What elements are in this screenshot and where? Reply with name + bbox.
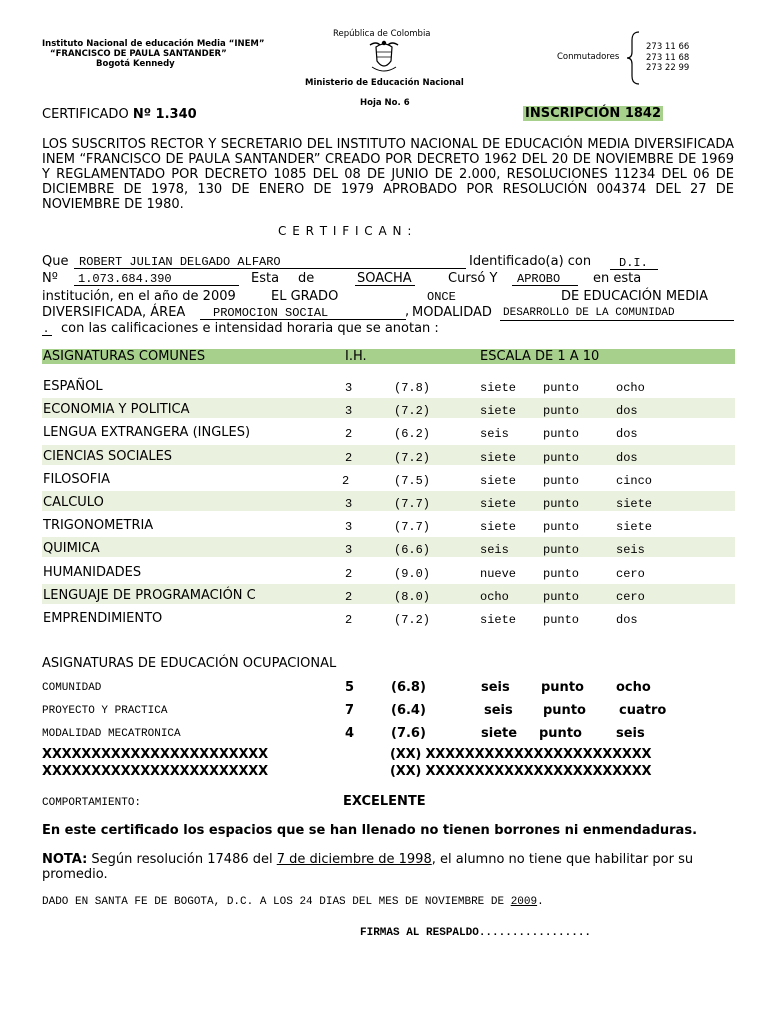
ih-cell: 2 — [345, 590, 353, 604]
subject-cell: CIENCIAS SOCIALES — [43, 449, 173, 464]
grade-cell: (7.8) — [394, 381, 431, 395]
phone-number: 273 11 66 — [646, 42, 690, 52]
occupational-title: ASIGNATURAS DE EDUCACIÓN OCUPACIONAL — [42, 656, 337, 671]
ih-cell: 3 — [345, 381, 353, 395]
grade-word-cell: dos — [616, 613, 638, 627]
modality-value: DESARROLLO DE LA COMUNIDAD — [503, 307, 675, 319]
grade-word-cell: dos — [616, 404, 638, 418]
grade-word-cell: seis — [484, 703, 513, 718]
grade-word-cell: punto — [543, 543, 580, 557]
phone-number: 273 22 99 — [646, 63, 690, 73]
behavior-label: COMPORTAMIENTO: — [42, 797, 142, 809]
grade-word-cell: nueve — [480, 567, 517, 581]
ih-cell: 4 — [345, 726, 355, 741]
filler-right: (XX) XXXXXXXXXXXXXXXXXXXXXXX — [390, 747, 652, 762]
grade-word-cell: punto — [543, 451, 580, 465]
education-label: DE EDUCACIÓN MEDIA — [561, 289, 709, 304]
grade-word-cell: seis — [616, 543, 645, 557]
behavior-value: EXCELENTE — [343, 794, 426, 809]
document-type: D.I. — [619, 256, 648, 270]
grade-cell: (7.2) — [394, 451, 431, 465]
grade-word-cell: ocho — [480, 590, 509, 604]
result-value: APROBO — [517, 272, 561, 286]
grade-word-cell: cero — [616, 567, 645, 581]
subject-cell: HUMANIDADES — [43, 565, 142, 580]
ih-cell: 7 — [345, 703, 355, 718]
header-subjects: ASIGNATURAS COMUNES — [43, 349, 206, 364]
grade-word-cell: siete — [480, 381, 517, 395]
grade-cell: (7.5) — [394, 474, 431, 488]
grade-value: ONCE — [427, 290, 456, 304]
signatures-note: FIRMAS AL RESPALDO................. — [360, 927, 592, 939]
en-esta-label: en esta — [593, 271, 642, 286]
ih-cell: 2 — [342, 474, 350, 488]
ih-cell: 2 — [345, 613, 353, 627]
grade-word-cell: dos — [616, 451, 638, 465]
switchboard-label: Conmutadores — [557, 52, 620, 62]
subject-cell: TRIGONOMETRIA — [43, 518, 154, 533]
modality-label: MODALIDAD — [412, 305, 492, 320]
integrity-statement: En este certificado los espacios que se han llenado no tienen borrones ni enmendaduras. — [42, 823, 698, 838]
grades-phrase: con las calificaciones e intensidad horaria que se anotan : — [61, 321, 439, 336]
grade-cell: (6.8) — [391, 680, 426, 695]
header-ih: I.H. — [345, 349, 367, 364]
grade-word-cell: punto — [543, 404, 580, 418]
year-phrase: institución, en el año de 2009 — [42, 289, 236, 304]
subject-cell: EMPRENDIMIENTO — [43, 611, 163, 626]
coat-of-arms-icon — [366, 39, 402, 75]
ih-cell: 3 — [345, 543, 353, 557]
grade-word-cell: seis — [480, 427, 509, 441]
institution-location: Bogotá Kennedy — [96, 59, 175, 69]
grade-word-cell: punto — [543, 590, 580, 604]
grade-word-cell: cero — [616, 590, 645, 604]
curso-label: Cursó Y — [448, 271, 498, 286]
grade-word-cell: punto — [541, 680, 584, 695]
certificate-value: Nº 1.340 — [132, 107, 197, 122]
subject-cell: QUIMICA — [43, 541, 100, 556]
grade-word-cell: punto — [543, 474, 580, 488]
ih-cell: 2 — [345, 567, 353, 581]
grade-cell: (7.6) — [391, 726, 426, 741]
issued-line — [42, 896, 544, 908]
grade-word-cell: punto — [543, 567, 580, 581]
student-name: ROBERT JULIAN DELGADO ALFARO — [79, 255, 281, 269]
grade-word-cell: siete — [480, 520, 517, 534]
area-comma: , — [405, 304, 410, 319]
issued-text: DADO EN SANTA FE DE BOGOTA, D.C. A LOS 24 DIAS DEL MES DE NOVIEMBRE DE — [42, 896, 511, 908]
filler-left: XXXXXXXXXXXXXXXXXXXXXXX — [42, 747, 268, 762]
grade-cell: (6.2) — [394, 427, 431, 441]
ih-cell: 2 — [345, 427, 353, 441]
grade-word-cell: punto — [543, 427, 580, 441]
grade-word-cell: seis — [480, 543, 509, 557]
grade-word-cell: punto — [543, 703, 586, 718]
subject-cell: MODALIDAD MECATRONICA — [42, 728, 181, 740]
note-text-2: , el alumno no tiene que habilitar por su — [431, 852, 694, 867]
ih-cell: 3 — [345, 404, 353, 418]
brace-icon — [625, 30, 641, 86]
sheet-number: Hoja No. 6 — [360, 98, 410, 108]
grade-word-cell: cuatro — [619, 703, 667, 718]
phone-number: 273 11 68 — [646, 52, 690, 63]
grade-cell: (7.7) — [394, 497, 431, 511]
subject-cell: LENGUAJE DE PROGRAMACIÓN C — [43, 588, 256, 603]
que-label: Que — [42, 254, 69, 269]
subject-cell: FILOSOFIA — [43, 472, 111, 487]
grade-word-cell: dos — [616, 427, 638, 441]
grade-word-cell: siete — [480, 497, 517, 511]
esta-label: Esta — [251, 271, 280, 286]
grade-word-cell: punto — [539, 726, 582, 741]
subject-cell: PROYECTO Y PRACTICA — [42, 705, 168, 717]
de-label: de — [298, 271, 315, 286]
subject-cell: ESPAÑOL — [43, 379, 103, 394]
note-date: 7 de diciembre de 1998 — [276, 852, 432, 867]
grade-cell: (9.0) — [394, 567, 431, 581]
intro-paragraph: LOS SUSCRITOS RECTOR Y SECRETARIO DEL INSTITUTO NACIONAL DE EDUCACIÓN MEDIA DIVERSIFICADA INEM “FRANCISCO DE PAULA SANTANDER” CREADO POR DECRETO 1962 DEL 20 DE NOVIEMBRE DE 1969 Y REGLAMENTADO POR DECRETO 1085 DEL 08 DE JUNIO DE 2.000, RESOLUCIONES 11234 DEL 06 DE DICIEMBRE DE 1978, 130 DE ENERO DE 1979 APROBADO POR RESOLUCIÓN 004374 DEL 27 DE NOVIEMBRE DE 1980. — [42, 137, 734, 212]
grade-word-cell: siete — [480, 404, 517, 418]
issued-end: . — [537, 896, 544, 908]
subject-cell: LENGUA EXTRANGERA (INGLES) — [43, 425, 251, 440]
grade-cell: (7.2) — [394, 613, 431, 627]
subject-cell: COMUNIDAD — [42, 682, 102, 694]
grade-word-cell: siete — [480, 613, 517, 627]
area-label: DIVERSIFICADA, ÁREA — [42, 305, 186, 320]
subject-cell: CALCULO — [43, 495, 104, 510]
note-label: NOTA: — [42, 852, 88, 867]
grade-word-cell: seis — [481, 680, 510, 695]
grade-cell: (6.6) — [394, 543, 431, 557]
document-number: 1.073.684.390 — [78, 272, 172, 286]
grade-word-cell: punto — [543, 520, 580, 534]
subject-cell: ECONOMIA Y POLITICA — [43, 402, 190, 417]
filler-left: XXXXXXXXXXXXXXXXXXXXXXX — [42, 764, 268, 779]
grade-word-cell: siete — [616, 497, 653, 511]
ih-cell: 3 — [345, 497, 353, 511]
certifican-heading: C E R T I F I C A N : — [278, 224, 413, 238]
header-scale: ESCALA DE 1 A 10 — [480, 349, 600, 364]
grade-word-cell: punto — [543, 497, 580, 511]
issued-year: 2009 — [510, 896, 538, 908]
city-value: SOACHA — [357, 271, 412, 286]
grade-label: EL GRADO — [271, 289, 339, 304]
grade-word-cell: punto — [543, 613, 580, 627]
grade-word-cell: siete — [481, 726, 518, 741]
grade-word-cell: ocho — [616, 680, 651, 695]
ih-cell: 2 — [345, 451, 353, 465]
inscription-badge: INSCRIPCIÓN 1842 — [525, 106, 662, 121]
phone-list — [646, 42, 689, 74]
filler-right: (XX) XXXXXXXXXXXXXXXXXXXXXXX — [390, 764, 652, 779]
institution-name: Instituto Nacional de educación Media “INEM” — [42, 39, 265, 49]
institution-subname: “FRANCISCO DE PAULA SANTANDER” — [50, 49, 227, 59]
grade-word-cell: ocho — [616, 381, 645, 395]
grade-word-cell: siete — [480, 451, 517, 465]
grade-cell: (7.7) — [394, 520, 431, 534]
note-continuation: promedio. — [42, 867, 108, 882]
certificate-number — [42, 107, 197, 122]
number-label: Nº — [42, 271, 58, 286]
area-value: PROMOCION SOCIAL — [213, 306, 329, 320]
identified-label: Identificado(a) con — [469, 254, 592, 269]
republic-label: República de Colombia — [333, 29, 431, 39]
grade-word-cell: cinco — [616, 474, 653, 488]
ih-cell: 5 — [345, 680, 355, 695]
modality-dot: . — [44, 321, 49, 336]
ih-cell: 3 — [345, 520, 353, 534]
grade-word-cell: punto — [543, 381, 580, 395]
grade-cell: (6.4) — [391, 703, 426, 718]
grade-word-cell: siete — [616, 520, 653, 534]
grade-word-cell: siete — [480, 474, 517, 488]
certificate-label: CERTIFICADO — [42, 107, 133, 122]
ministry-label: Ministerio de Educación Nacional — [305, 78, 464, 88]
grade-cell: (8.0) — [394, 590, 431, 604]
note-paragraph — [42, 852, 693, 867]
note-text: Según resolución 17486 del — [87, 852, 277, 867]
grade-word-cell: seis — [616, 726, 645, 741]
grade-cell: (7.2) — [394, 404, 431, 418]
